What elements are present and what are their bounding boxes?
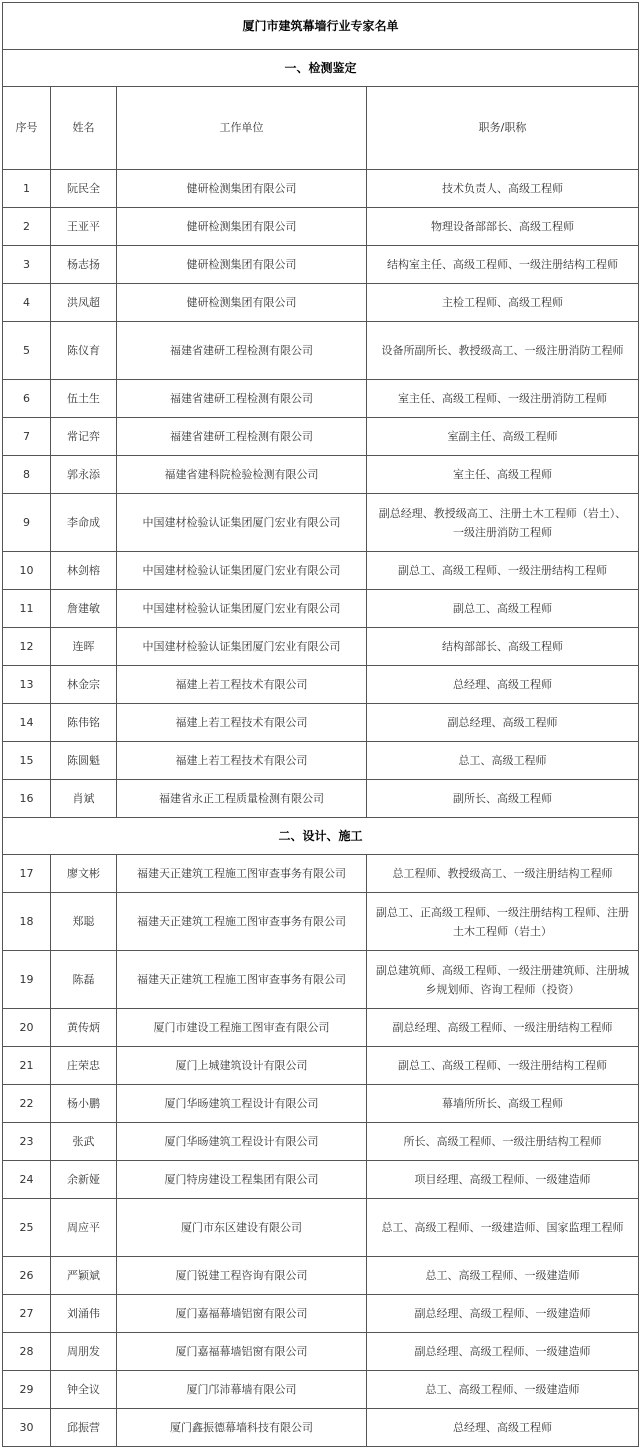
header-organization: 工作单位 xyxy=(117,87,367,170)
table-row xyxy=(3,1295,639,1333)
table-row xyxy=(3,590,639,628)
row-number: 12 xyxy=(3,628,51,666)
table-row xyxy=(3,1123,639,1161)
position-title: 副总工、高级工程师 xyxy=(367,590,639,628)
table-row xyxy=(3,380,639,418)
position-title: 总工、高级工程师 xyxy=(367,742,639,780)
row-number: 11 xyxy=(3,590,51,628)
position-title: 副总工、高级工程师、一级注册结构工程师 xyxy=(367,1047,639,1085)
table-row xyxy=(3,208,639,246)
row-number: 25 xyxy=(3,1199,51,1257)
position-title: 结构部部长、高级工程师 xyxy=(367,628,639,666)
position-title: 副总经理、高级工程师、一级注册结构工程师 xyxy=(367,1009,639,1047)
row-number: 24 xyxy=(3,1161,51,1199)
table-row xyxy=(3,628,639,666)
table-row xyxy=(3,1409,639,1447)
table-row xyxy=(3,1371,639,1409)
row-number: 1 xyxy=(3,170,51,208)
position-title: 副总经理、高级工程师、一级建造师 xyxy=(367,1333,639,1371)
row-number: 5 xyxy=(3,322,51,380)
row-number: 16 xyxy=(3,780,51,818)
position-title: 总工、高级工程师、一级建造师 xyxy=(367,1257,639,1295)
row-number: 2 xyxy=(3,208,51,246)
expert-name: 余新娅 xyxy=(51,1161,117,1199)
expert-name: 林剑榕 xyxy=(51,552,117,590)
expert-name: 陈伟铭 xyxy=(51,704,117,742)
expert-name: 张武 xyxy=(51,1123,117,1161)
position-title: 副总经理、高级工程师 xyxy=(367,704,639,742)
organization: 中国建材检验认证集团厦门宏业有限公司 xyxy=(117,552,367,590)
table-row xyxy=(3,1333,639,1371)
row-number: 27 xyxy=(3,1295,51,1333)
row-number: 20 xyxy=(3,1009,51,1047)
table-row xyxy=(3,780,639,818)
expert-name: 陈仪育 xyxy=(51,322,117,380)
expert-name: 陈磊 xyxy=(51,951,117,1009)
expert-list-body xyxy=(3,3,639,1447)
organization: 福建天正建筑工程施工图审查事务有限公司 xyxy=(117,855,367,893)
table-row xyxy=(3,704,639,742)
position-title: 副总经理、高级工程师、一级建造师 xyxy=(367,1295,639,1333)
position-title: 副总经理、教授级高工、注册土木工程师（岩土）、一级注册消防工程师 xyxy=(367,494,639,552)
position-title: 副总工、高级工程师、一级注册结构工程师 xyxy=(367,552,639,590)
position-title: 总工、高级工程师、一级建造师 xyxy=(367,1371,639,1409)
position-title: 副总工、正高级工程师、一级注册结构工程师、注册土木工程师（岩土） xyxy=(367,893,639,951)
organization: 福建上若工程技术有限公司 xyxy=(117,666,367,704)
organization: 厦门嘉福幕墙铝窗有限公司 xyxy=(117,1295,367,1333)
position-title: 副总建筑师、高级工程师、一级注册建筑师、注册城乡规划师、咨询工程师（投资） xyxy=(367,951,639,1009)
row-number: 19 xyxy=(3,951,51,1009)
section-heading-row xyxy=(3,50,639,87)
organization: 健研检测集团有限公司 xyxy=(117,246,367,284)
section-heading-row xyxy=(3,818,639,855)
position-title: 结构室主任、高级工程师、一级注册结构工程师 xyxy=(367,246,639,284)
expert-name: 黄传炳 xyxy=(51,1009,117,1047)
table-row xyxy=(3,1199,639,1257)
organization: 厦门特房建设工程集团有限公司 xyxy=(117,1161,367,1199)
organization: 健研检测集团有限公司 xyxy=(117,284,367,322)
position-title: 技术负责人、高级工程师 xyxy=(367,170,639,208)
position-title: 总经理、高级工程师 xyxy=(367,666,639,704)
row-number: 18 xyxy=(3,893,51,951)
expert-name: 廖文彬 xyxy=(51,855,117,893)
organization: 福建上若工程技术有限公司 xyxy=(117,704,367,742)
organization: 厦门嘉福幕墙铝窗有限公司 xyxy=(117,1333,367,1371)
organization: 福建省建科院检验检测有限公司 xyxy=(117,456,367,494)
table-row xyxy=(3,418,639,456)
expert-name: 连晖 xyxy=(51,628,117,666)
organization: 中国建材检验认证集团厦门宏业有限公司 xyxy=(117,590,367,628)
organization: 健研检测集团有限公司 xyxy=(117,208,367,246)
expert-name: 刘涌伟 xyxy=(51,1295,117,1333)
position-title: 室主任、高级工程师、一级注册消防工程师 xyxy=(367,380,639,418)
organization: 厦门市东区建设有限公司 xyxy=(117,1199,367,1257)
row-number: 7 xyxy=(3,418,51,456)
expert-name: 肖斌 xyxy=(51,780,117,818)
organization: 福建省建研工程检测有限公司 xyxy=(117,322,367,380)
expert-name: 邱振营 xyxy=(51,1409,117,1447)
header-position: 职务/职称 xyxy=(367,87,639,170)
row-number: 10 xyxy=(3,552,51,590)
expert-name: 郑聪 xyxy=(51,893,117,951)
expert-name: 庄荣忠 xyxy=(51,1047,117,1085)
row-number: 28 xyxy=(3,1333,51,1371)
organization: 福建上若工程技术有限公司 xyxy=(117,742,367,780)
position-title: 项目经理、高级工程师、一级建造师 xyxy=(367,1161,639,1199)
position-title: 物理设备部部长、高级工程师 xyxy=(367,208,639,246)
organization: 厦门上城建筑设计有限公司 xyxy=(117,1047,367,1085)
row-number: 6 xyxy=(3,380,51,418)
table-row xyxy=(3,494,639,552)
organization: 福建省永正工程质量检测有限公司 xyxy=(117,780,367,818)
position-title: 总经理、高级工程师 xyxy=(367,1409,639,1447)
row-number: 21 xyxy=(3,1047,51,1085)
organization: 厦门市建设工程施工图审查有限公司 xyxy=(117,1009,367,1047)
table-row xyxy=(3,246,639,284)
table-row xyxy=(3,284,639,322)
organization: 健研检测集团有限公司 xyxy=(117,170,367,208)
table-row xyxy=(3,552,639,590)
expert-name: 钟全议 xyxy=(51,1371,117,1409)
position-title: 室副主任、高级工程师 xyxy=(367,418,639,456)
expert-name: 周应平 xyxy=(51,1199,117,1257)
organization: 中国建材检验认证集团厦门宏业有限公司 xyxy=(117,628,367,666)
expert-name: 李命成 xyxy=(51,494,117,552)
table-row xyxy=(3,742,639,780)
section-heading: 二、设计、施工 xyxy=(3,818,639,855)
table-row xyxy=(3,456,639,494)
table-row xyxy=(3,322,639,380)
expert-name: 常记弈 xyxy=(51,418,117,456)
expert-name: 陈圆魁 xyxy=(51,742,117,780)
organization: 中国建材检验认证集团厦门宏业有限公司 xyxy=(117,494,367,552)
row-number: 8 xyxy=(3,456,51,494)
title-row xyxy=(3,3,639,50)
expert-name: 林金宗 xyxy=(51,666,117,704)
row-number: 29 xyxy=(3,1371,51,1409)
expert-name: 杨志扬 xyxy=(51,246,117,284)
table-row xyxy=(3,170,639,208)
position-title: 主检工程师、高级工程师 xyxy=(367,284,639,322)
header-name: 姓名 xyxy=(51,87,117,170)
organization: 福建天正建筑工程施工图审查事务有限公司 xyxy=(117,951,367,1009)
table-row xyxy=(3,1257,639,1295)
position-title: 总工、高级工程师、一级建造师、国家监理工程师 xyxy=(367,1199,639,1257)
expert-name: 伍土生 xyxy=(51,380,117,418)
row-number: 4 xyxy=(3,284,51,322)
expert-name: 王亚平 xyxy=(51,208,117,246)
position-title: 幕墙所所长、高级工程师 xyxy=(367,1085,639,1123)
position-title: 副所长、高级工程师 xyxy=(367,780,639,818)
expert-name: 周朋发 xyxy=(51,1333,117,1371)
table-row xyxy=(3,1047,639,1085)
expert-list-table xyxy=(2,2,639,1447)
table-row xyxy=(3,1009,639,1047)
organization: 厦门邝沛幕墙有限公司 xyxy=(117,1371,367,1409)
expert-name: 严颖斌 xyxy=(51,1257,117,1295)
column-header-row xyxy=(3,87,639,170)
document-title: 厦门市建筑幕墙行业专家名单 xyxy=(3,3,639,50)
row-number: 22 xyxy=(3,1085,51,1123)
organization: 福建天正建筑工程施工图审查事务有限公司 xyxy=(117,893,367,951)
organization: 厦门华旸建筑工程设计有限公司 xyxy=(117,1085,367,1123)
organization: 厦门华旸建筑工程设计有限公司 xyxy=(117,1123,367,1161)
position-title: 室主任、高级工程师 xyxy=(367,456,639,494)
expert-name: 杨小鹏 xyxy=(51,1085,117,1123)
organization: 福建省建研工程检测有限公司 xyxy=(117,418,367,456)
position-title: 所长、高级工程师、一级注册结构工程师 xyxy=(367,1123,639,1161)
position-title: 总工程师、教授级高工、一级注册结构工程师 xyxy=(367,855,639,893)
row-number: 13 xyxy=(3,666,51,704)
row-number: 14 xyxy=(3,704,51,742)
row-number: 9 xyxy=(3,494,51,552)
row-number: 30 xyxy=(3,1409,51,1447)
table-row xyxy=(3,1085,639,1123)
expert-name: 洪凤超 xyxy=(51,284,117,322)
position-title: 设备所副所长、教授级高工、一级注册消防工程师 xyxy=(367,322,639,380)
table-row xyxy=(3,893,639,951)
row-number: 15 xyxy=(3,742,51,780)
expert-name: 郭永添 xyxy=(51,456,117,494)
organization: 厦门锐建工程咨询有限公司 xyxy=(117,1257,367,1295)
table-row xyxy=(3,1161,639,1199)
table-row xyxy=(3,951,639,1009)
row-number: 23 xyxy=(3,1123,51,1161)
header-number: 序号 xyxy=(3,87,51,170)
row-number: 17 xyxy=(3,855,51,893)
organization: 福建省建研工程检测有限公司 xyxy=(117,380,367,418)
table-row xyxy=(3,855,639,893)
expert-name: 詹建敏 xyxy=(51,590,117,628)
expert-name: 阮民全 xyxy=(51,170,117,208)
section-heading: 一、检测鉴定 xyxy=(3,50,639,87)
table-row xyxy=(3,666,639,704)
organization: 厦门鑫振德幕墙科技有限公司 xyxy=(117,1409,367,1447)
row-number: 3 xyxy=(3,246,51,284)
row-number: 26 xyxy=(3,1257,51,1295)
